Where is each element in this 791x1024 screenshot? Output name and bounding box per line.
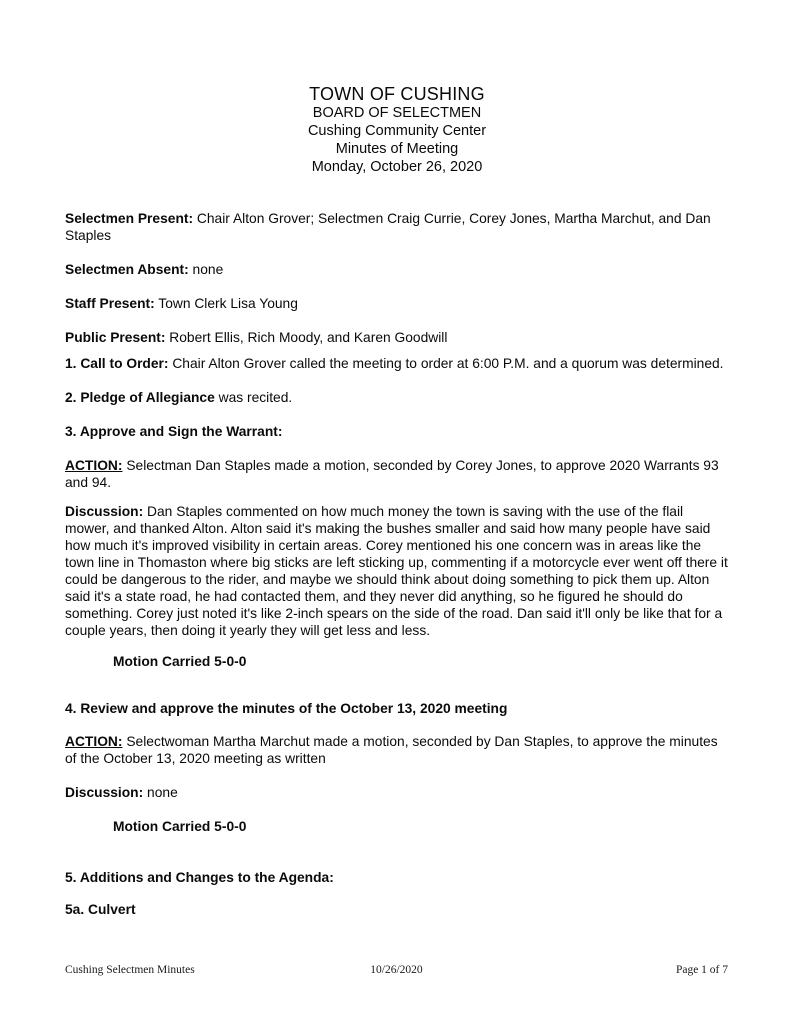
meeting-location: Cushing Community Center <box>307 123 487 139</box>
selectmen-present-paragraph <box>65 210 729 244</box>
board-name: BOARD OF SELECTMEN <box>312 105 482 121</box>
warrant-motion-result: Motion Carried 5-0-0 <box>113 654 247 669</box>
minutes-action-paragraph <box>65 733 729 767</box>
minutes-action-text: Selectwoman Martha Marchut made a motion, seconded by Dan Staples, to approve the minutes of the October 13, 2020 meeting as written <box>65 734 718 766</box>
staff-present-text: Town Clerk Lisa Young <box>158 296 298 311</box>
minutes-action-label: ACTION: <box>65 734 123 749</box>
warrant-discussion-label: Discussion: <box>65 504 144 519</box>
selectmen-absent-label: Selectmen Absent: <box>65 262 189 277</box>
warrant-discussion-text: Dan Staples commented on how much money the town is saving with the use of the flail mower, and thanked Alton. Alton said it's making the bushes smaller and said how many people have said how much it's improved visibility in certain areas. Corey mentioned his one concern was in areas like the town line in Thomaston where big sticks are left sticking up, commenting if a motorcycle ever went off there it could be dangerous to the rider, and maybe we should think about doing something to pick them up. Alton said it's a state road, he had contacted them, and they never did anything, so he figured he should do something. Corey just noted it's like 2-inch spears on the side of the road. Dan said it'll only be like that for a couple years, then doing it yearly they will get less and less. <box>65 504 728 638</box>
warrant-discussion-paragraph <box>65 503 729 639</box>
pledge-paragraph <box>65 389 729 406</box>
public-present-label: Public Present: <box>65 330 166 345</box>
selectmen-present-text: Chair Alton Grover; Selectmen Craig Currie, Corey Jones, Martha Marchut, and Dan Staples <box>65 211 711 243</box>
footer-date: 10/26/2020 <box>370 964 423 976</box>
minutes-motion-result: Motion Carried 5-0-0 <box>113 819 247 834</box>
document-title: TOWN OF CUSHING <box>309 84 485 104</box>
selectmen-present-label: Selectmen Present: <box>65 211 194 226</box>
selectmen-absent-text: none <box>192 262 224 277</box>
document-type: Minutes of Meeting <box>335 141 459 157</box>
meeting-date: Monday, October 26, 2020 <box>311 159 483 175</box>
call-to-order-label: 1. Call to Order: <box>65 356 169 371</box>
culvert-subheading: 5a. Culvert <box>65 902 136 917</box>
pledge-label: 2. Pledge of Allegiance <box>65 390 215 405</box>
footer-page-number: Page 1 of 7 <box>675 964 728 976</box>
page-footer <box>65 963 728 977</box>
minutes-heading: 4. Review and approve the minutes of the October 13, 2020 meeting <box>65 701 508 716</box>
agenda-changes-heading: 5. Additions and Changes to the Agenda: <box>65 870 334 885</box>
pledge-text: was recited. <box>218 390 293 405</box>
minutes-discussion-label: Discussion: <box>65 785 144 800</box>
call-to-order-text: Chair Alton Grover called the meeting to order at 6:00 P.M. and a quorum was determined. <box>172 356 724 371</box>
footer-doc-title: Cushing Selectmen Minutes <box>65 964 195 976</box>
public-present-paragraph <box>65 329 729 346</box>
document-header <box>65 84 729 176</box>
public-present-text: Robert Ellis, Rich Moody, and Karen Goodwill <box>169 330 448 345</box>
staff-present-label: Staff Present: <box>65 296 155 311</box>
document-content <box>65 84 729 918</box>
call-to-order-paragraph <box>65 355 729 372</box>
warrant-action-label: ACTION: <box>65 458 123 473</box>
minutes-discussion-paragraph <box>65 784 729 801</box>
warrant-action-paragraph <box>65 457 729 491</box>
warrant-action-text: Selectman Dan Staples made a motion, seconded by Corey Jones, to approve 2020 Warrants 93 and 94. <box>65 458 719 490</box>
selectmen-absent-paragraph <box>65 261 729 278</box>
staff-present-paragraph <box>65 295 729 312</box>
minutes-discussion-text: none <box>147 785 178 800</box>
warrant-heading: 3. Approve and Sign the Warrant: <box>65 424 283 439</box>
